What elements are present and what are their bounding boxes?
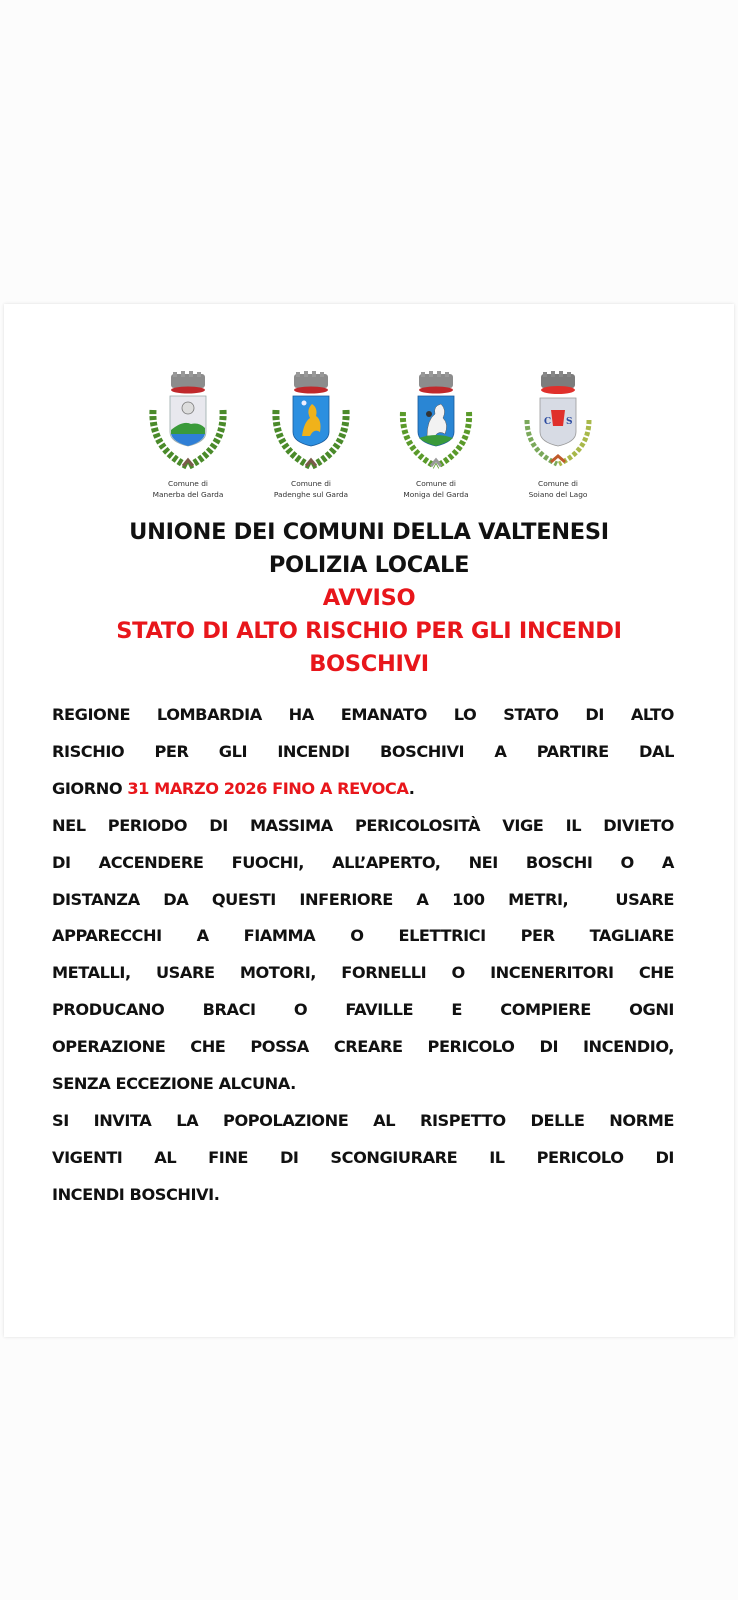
body-line: APPARECCHI A FIAMMA O ELETTRICI PER TAGLIARE (52, 926, 674, 946)
crest-caption-name: Manerba del Garda (152, 490, 224, 499)
crown-icon (419, 371, 453, 394)
crest-caption-name: Moniga del Garda (403, 490, 469, 499)
crest-caption-name: Padenghe sul Garda (273, 490, 349, 499)
body-line-date (52, 771, 674, 808)
crest-moniga (376, 370, 496, 500)
police-title: POLIZIA LOCALE (268, 552, 470, 578)
crest-padenghe (251, 370, 371, 500)
notice-body (52, 697, 674, 1214)
notice-label: AVVISO (322, 585, 416, 611)
body-line: REGIONE LOMBARDIA HA EMANATO LO STATO DI ALTO (52, 705, 674, 724)
crown-icon (294, 371, 328, 394)
municipal-crests (128, 370, 618, 510)
notice-sheet (4, 304, 734, 1337)
svg-text:S: S (566, 417, 573, 427)
body-line: RISCHIO PER GLI INCENDI BOSCHIVI A PARTIRE DAL (52, 741, 674, 761)
date-prefix: GIORNO (52, 778, 128, 798)
body-line: DI ACCENDERE FUOCHI, ALL’APERTO, NEI BOSCHI O A (52, 852, 674, 872)
crest-caption-name: Soiano del Lago (528, 490, 588, 499)
crown-icon (171, 371, 205, 394)
moniga-crest-icon (391, 370, 481, 474)
date-suffix: . (408, 778, 415, 798)
crest-soiano (498, 370, 618, 500)
body-line: INCENDI BOSCHIVI. (52, 1184, 220, 1204)
date-highlight: 31 MARZO 2026 FINO A REVOCA (127, 778, 409, 798)
union-title: UNIONE DEI COMUNI DELLA VALTENESI (129, 519, 609, 545)
crown-icon (541, 371, 575, 394)
svg-text:C: C (544, 417, 552, 427)
crest-caption-label: Comune di (168, 479, 208, 488)
notice-heading (4, 516, 734, 681)
crest-manerba (128, 370, 248, 500)
alert-title-line2: BOSCHIVI (309, 651, 429, 677)
soiano-crest-icon (513, 370, 603, 474)
alert-title-line1: STATO DI ALTO RISCHIO PER GLI INCENDI (116, 618, 622, 644)
body-line: METALLI, USARE MOTORI, FORNELLI O INCENERITORI CHE (52, 963, 674, 983)
crest-caption-label: Comune di (538, 479, 578, 488)
manerba-crest-icon (143, 370, 233, 474)
body-line: SI INVITA LA POPOLAZIONE AL RISPETTO DELLE NORME (52, 1110, 674, 1130)
body-line: VIGENTI AL FINE DI SCONGIURARE IL PERICOLO DI (52, 1147, 674, 1167)
body-line: PRODUCANO BRACI O FAVILLE E COMPIERE OGNI (52, 1000, 674, 1020)
padenghe-crest-icon (266, 370, 356, 474)
body-line: SENZA ECCEZIONE ALCUNA. (52, 1074, 296, 1094)
body-line: NEL PERIODO DI MASSIMA PERICOLOSITÀ VIGE IL DIVIETO (52, 815, 674, 835)
crest-caption-label: Comune di (416, 479, 456, 488)
body-line: OPERAZIONE CHE POSSA CREARE PERICOLO DI INCENDIO, (52, 1037, 674, 1057)
body-line: DISTANZA DA QUESTI INFERIORE A 100 METRI, USARE (52, 889, 674, 909)
crest-caption-label: Comune di (291, 479, 331, 488)
